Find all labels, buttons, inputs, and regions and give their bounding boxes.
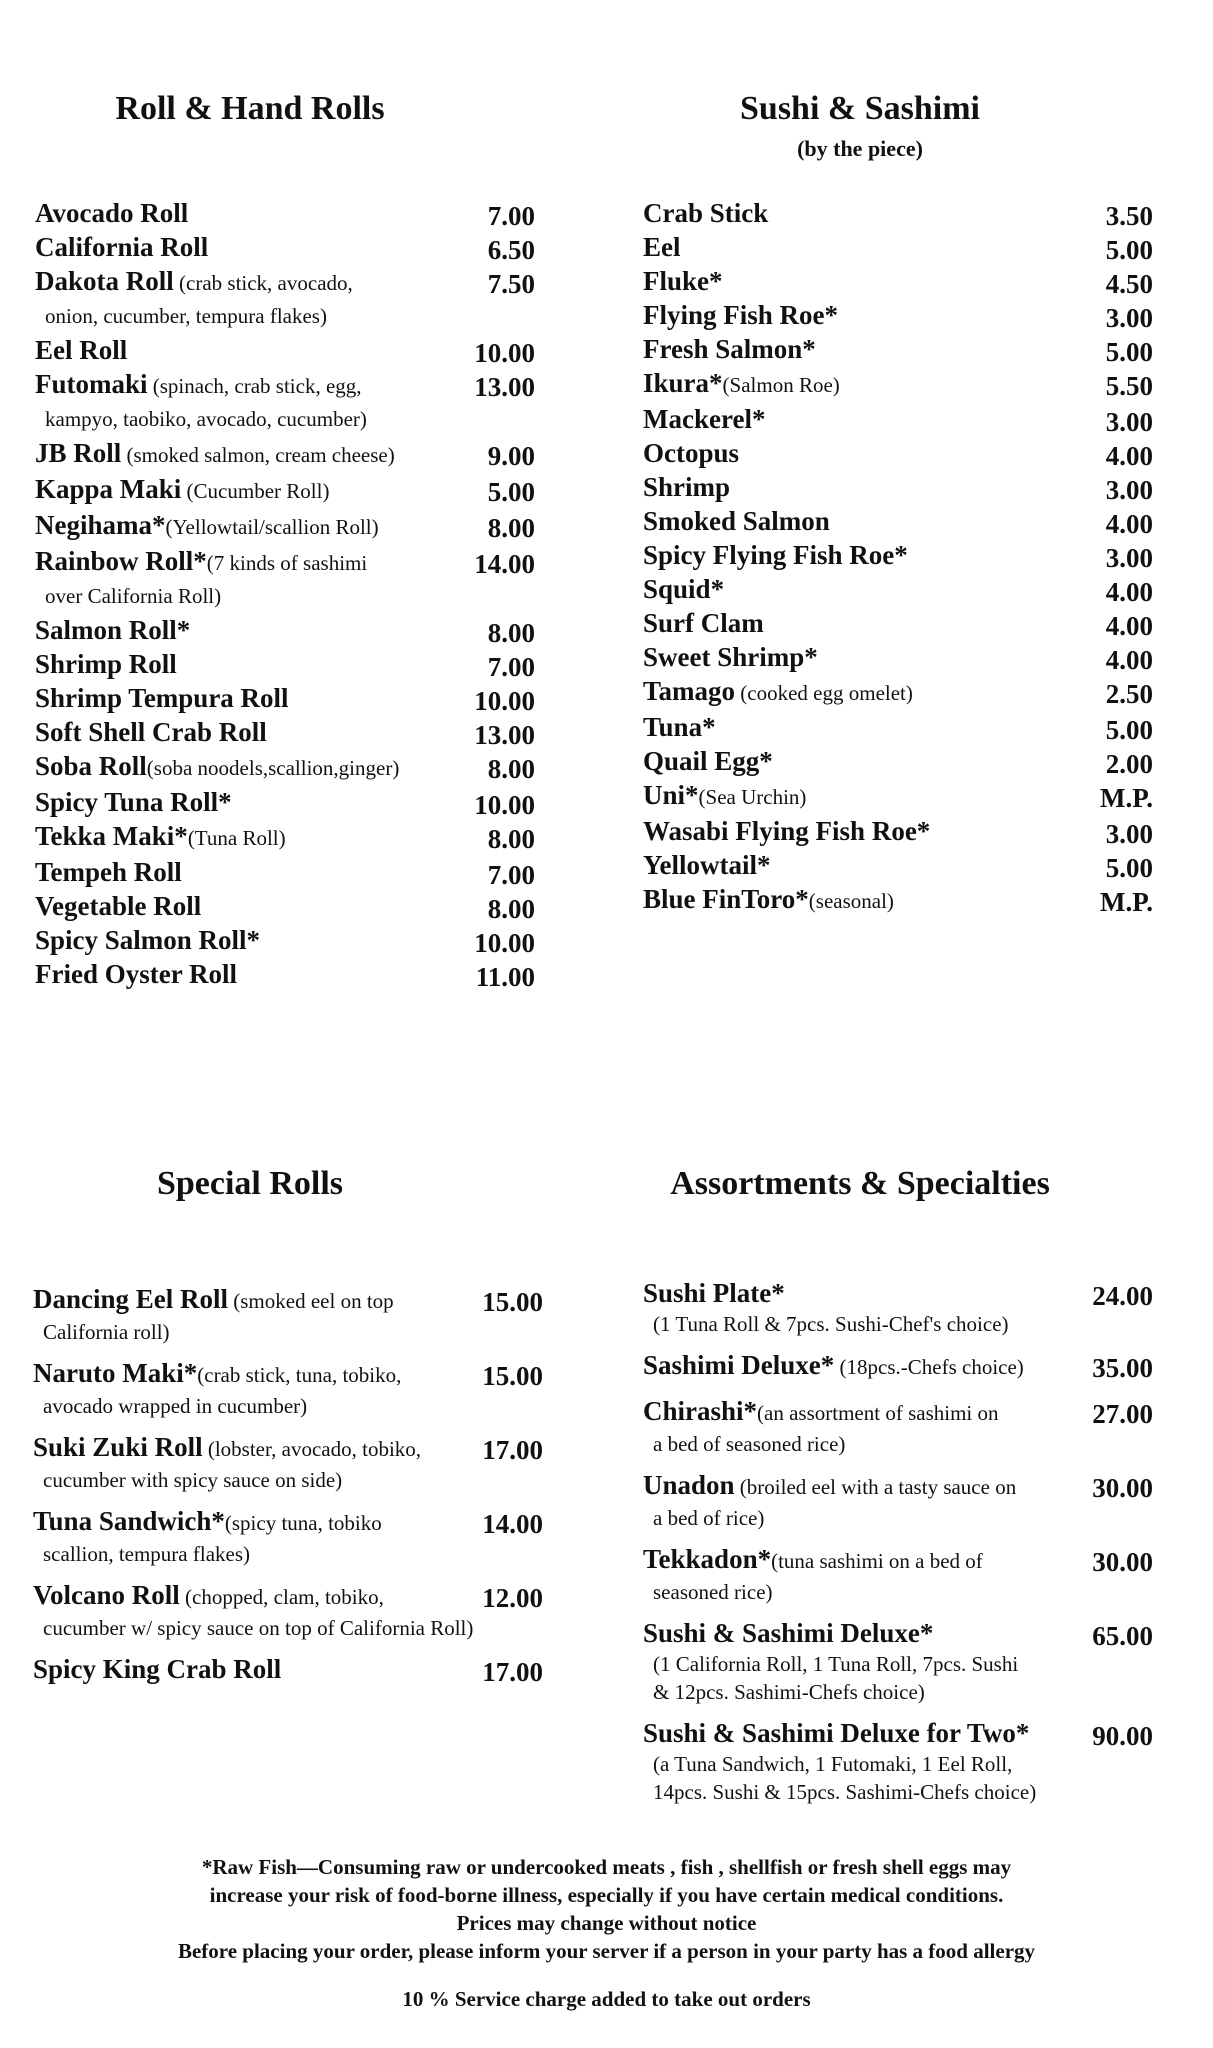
item-price: 5.50 xyxy=(1105,371,1153,401)
menu-item xyxy=(35,923,535,957)
item-price: 3.00 xyxy=(1105,819,1153,849)
item-price: 4.50 xyxy=(1105,269,1153,299)
item-name: Sushi & Sashimi Deluxe for Two* xyxy=(643,1718,1030,1748)
item-note: (an assortment of sashimi on xyxy=(757,1401,999,1425)
item-description: seasoned rice) xyxy=(653,1580,773,1604)
menu-item xyxy=(35,472,535,508)
item-price: 4.00 xyxy=(1105,509,1153,539)
menu-item xyxy=(643,1468,1153,1532)
item-name: Surf Clam xyxy=(643,608,764,638)
menu-item xyxy=(35,367,535,436)
menu-item xyxy=(643,1348,1153,1384)
menu-item xyxy=(643,332,1153,366)
item-name: Naruto Maki* xyxy=(33,1358,198,1388)
item-name: Unadon xyxy=(643,1470,735,1500)
item-price: 4.00 xyxy=(1105,577,1153,607)
item-name: Shrimp xyxy=(643,472,731,502)
menu-item xyxy=(643,504,1153,538)
item-price: 65.00 xyxy=(1092,1621,1153,1651)
item-name: Spicy King Crab Roll xyxy=(33,1654,282,1684)
item-description: (a Tuna Sandwich, 1 Futomaki, 1 Eel Roll, xyxy=(653,1752,1013,1776)
item-price: 14.00 xyxy=(474,549,535,579)
menu-item xyxy=(35,889,535,923)
item-price: 3.50 xyxy=(1105,201,1153,231)
item-name: Fluke* xyxy=(643,266,723,296)
menu-item xyxy=(643,674,1153,710)
item-note: (lobster, avocado, tobiko, xyxy=(202,1437,422,1461)
item-price: 6.50 xyxy=(487,235,535,265)
menu-item xyxy=(35,785,535,819)
item-price: 15.00 xyxy=(482,1361,543,1391)
menu-item xyxy=(33,1356,543,1420)
item-name: Spicy Flying Fish Roe* xyxy=(643,540,908,570)
menu-item xyxy=(643,1616,1153,1706)
item-description: avocado wrapped in cucumber) xyxy=(43,1394,308,1418)
menu-item xyxy=(35,613,535,647)
item-name: Mackerel* xyxy=(643,404,766,434)
item-name: Dancing Eel Roll xyxy=(33,1284,229,1314)
roll-hand-rolls-list xyxy=(35,196,535,991)
item-name: Octopus xyxy=(643,438,740,468)
menu-item xyxy=(643,1394,1153,1458)
item-description: (1 California Roll, 1 Tuna Roll, 7pcs. Sushi xyxy=(653,1652,1019,1676)
menu-item xyxy=(35,957,535,991)
menu-item xyxy=(33,1504,543,1568)
assortments-title: Assortments & Specialties xyxy=(670,1165,1050,1202)
item-price: 90.00 xyxy=(1092,1721,1153,1751)
menu-item xyxy=(35,264,535,333)
item-name: Fresh Salmon* xyxy=(643,334,816,364)
item-note: (tuna sashimi on a bed of xyxy=(771,1549,983,1573)
item-name: Squid* xyxy=(643,574,725,604)
menu-item xyxy=(643,778,1153,814)
item-note: (7 kinds of sashimi xyxy=(206,551,368,575)
menu-item xyxy=(35,333,535,367)
item-name: Negihama* xyxy=(35,510,166,540)
item-price: 13.00 xyxy=(474,720,535,750)
item-note: (smoked salmon, cream cheese) xyxy=(121,443,395,467)
item-price: 10.00 xyxy=(474,790,535,820)
item-price: 4.00 xyxy=(1105,441,1153,471)
menu-item xyxy=(643,1276,1153,1338)
menu-item xyxy=(643,230,1153,264)
menu-item xyxy=(643,470,1153,504)
item-price: 7.00 xyxy=(487,860,535,890)
item-price: 7.00 xyxy=(487,652,535,682)
item-note: (chopped, clam, tobiko, xyxy=(179,1585,384,1609)
menu-item xyxy=(643,572,1153,606)
menu-item xyxy=(35,647,535,681)
menu-item xyxy=(35,544,535,613)
item-price: 5.00 xyxy=(1105,853,1153,883)
item-name: Tamago xyxy=(643,676,736,706)
sushi-sashimi-list xyxy=(643,196,1153,918)
item-description: cucumber with spicy sauce on side) xyxy=(43,1468,343,1492)
roll-hand-rolls-title: Roll & Hand Rolls xyxy=(115,90,385,127)
menu-item xyxy=(643,1542,1153,1606)
item-name: Dakota Roll xyxy=(35,266,174,296)
menu-item xyxy=(35,855,535,889)
item-name: Avocado Roll xyxy=(35,198,189,228)
item-name: Shrimp Roll xyxy=(35,649,177,679)
item-note: (soba noodels,scallion,ginger) xyxy=(146,756,400,780)
item-name: Tuna* xyxy=(643,712,716,742)
item-name: Soba Roll xyxy=(35,751,147,781)
item-name: Spicy Salmon Roll* xyxy=(35,925,261,955)
item-description: 14pcs. Sushi & 15pcs. Sashimi-Chefs choice) xyxy=(653,1780,1037,1804)
item-price: 5.00 xyxy=(1105,235,1153,265)
item-name: JB Roll xyxy=(35,438,122,468)
item-description: onion, cucumber, tempura flakes) xyxy=(45,304,327,328)
item-price: 4.00 xyxy=(1105,645,1153,675)
item-price: 15.00 xyxy=(482,1287,543,1317)
item-note: (Salmon Roe) xyxy=(722,373,840,397)
item-price: 30.00 xyxy=(1092,1473,1153,1503)
item-name: Salmon Roll* xyxy=(35,615,191,645)
item-name: Spicy Tuna Roll* xyxy=(35,787,232,817)
item-name: Vegetable Roll xyxy=(35,891,202,921)
item-description: scallion, tempura flakes) xyxy=(43,1542,251,1566)
item-price: 7.00 xyxy=(487,201,535,231)
item-description: & 12pcs. Sashimi-Chefs choice) xyxy=(653,1680,925,1704)
item-name: Sushi Plate* xyxy=(643,1278,785,1308)
item-note: (18pcs.-Chefs choice) xyxy=(834,1355,1024,1379)
footer-allergy-note: Before placing your order, please inform your server if a person in your party has a food allergy xyxy=(177,1939,1036,1963)
item-name: Soft Shell Crab Roll xyxy=(35,717,267,747)
menu-item xyxy=(35,230,535,264)
item-note: (Cucumber Roll) xyxy=(181,479,330,503)
item-price: 5.00 xyxy=(1105,337,1153,367)
item-name: Futomaki xyxy=(35,369,148,399)
item-name: Flying Fish Roe* xyxy=(643,300,839,330)
item-price: 13.00 xyxy=(474,372,535,402)
menu-item xyxy=(643,538,1153,572)
special-rolls-list xyxy=(33,1282,543,1696)
menu-item xyxy=(643,436,1153,470)
item-price: 3.00 xyxy=(1105,407,1153,437)
item-price: 35.00 xyxy=(1092,1353,1153,1383)
menu-item xyxy=(33,1430,543,1494)
item-name: Suki Zuki Roll xyxy=(33,1432,203,1462)
item-name: Smoked Salmon xyxy=(643,506,830,536)
item-note: (seasonal) xyxy=(808,889,894,913)
menu-item xyxy=(643,366,1153,402)
item-price: 11.00 xyxy=(475,962,535,992)
item-note: (Sea Urchin) xyxy=(698,785,807,809)
item-name: Tempeh Roll xyxy=(35,857,182,887)
item-price: 30.00 xyxy=(1092,1547,1153,1577)
item-price: 3.00 xyxy=(1105,543,1153,573)
item-price: 3.00 xyxy=(1105,303,1153,333)
item-note: (cooked egg omelet) xyxy=(735,681,913,705)
special-rolls-title: Special Rolls xyxy=(156,1165,344,1202)
item-price: 17.00 xyxy=(482,1435,543,1465)
menu-item xyxy=(643,264,1153,298)
item-name: Shrimp Tempura Roll xyxy=(35,683,289,713)
menu-item xyxy=(35,749,535,785)
item-price: 2.50 xyxy=(1105,679,1153,709)
assortments-list xyxy=(643,1276,1153,1816)
item-price: 7.50 xyxy=(487,269,535,299)
item-note: (broiled eel with a tasty sauce on xyxy=(734,1475,1017,1499)
menu-item xyxy=(33,1652,543,1686)
item-price: 12.00 xyxy=(482,1583,543,1613)
item-name: Fried Oyster Roll xyxy=(35,959,237,989)
item-name: Quail Egg* xyxy=(643,746,773,776)
item-note: (smoked eel on top xyxy=(228,1289,394,1313)
item-note: (spicy tuna, tobiko xyxy=(224,1511,382,1535)
item-price: 27.00 xyxy=(1092,1399,1153,1429)
menu-item xyxy=(643,744,1153,778)
item-name: Blue FinToro* xyxy=(643,884,809,914)
menu-item xyxy=(35,508,535,544)
item-price: 8.00 xyxy=(487,824,535,854)
menu-item xyxy=(643,196,1153,230)
item-name: Rainbow Roll* xyxy=(35,546,207,576)
item-name: Wasabi Flying Fish Roe* xyxy=(643,816,931,846)
item-price: 3.00 xyxy=(1105,475,1153,505)
footer-illness-note: increase your risk of food-borne illness, especially if you have certain medical conditions. xyxy=(209,1883,1004,1907)
item-name: Sweet Shrimp* xyxy=(643,642,818,672)
item-description: cucumber w/ spicy sauce on top of California Roll) xyxy=(43,1616,474,1640)
item-description: a bed of seasoned rice) xyxy=(653,1432,846,1456)
item-note: (crab stick, tuna, tobiko, xyxy=(197,1363,402,1387)
item-name: Crab Stick xyxy=(643,198,769,228)
menu-item xyxy=(643,298,1153,332)
menu-item xyxy=(33,1578,543,1642)
menu-item xyxy=(35,681,535,715)
item-price: 8.00 xyxy=(487,513,535,543)
sushi-sashimi-title: Sushi & Sashimi xyxy=(740,90,980,127)
item-name: Eel xyxy=(643,232,681,262)
menu-item xyxy=(643,814,1153,848)
item-name: Tekka Maki* xyxy=(35,821,188,851)
footer-raw-fish-warning: *Raw Fish—Consuming raw or undercooked meats , fish , shellfish or fresh shell eggs may xyxy=(201,1855,1012,1879)
menu-item xyxy=(643,640,1153,674)
menu-item xyxy=(643,882,1153,918)
item-name: Sushi & Sashimi Deluxe* xyxy=(643,1618,934,1648)
item-price: 9.00 xyxy=(487,441,535,471)
item-note: (spinach, crab stick, egg, xyxy=(147,374,362,398)
item-price: 4.00 xyxy=(1105,611,1153,641)
item-description: California roll) xyxy=(43,1320,170,1344)
menu-item xyxy=(643,848,1153,882)
menu-item xyxy=(643,710,1153,744)
item-price: 10.00 xyxy=(474,338,535,368)
item-name: Uni* xyxy=(643,780,699,810)
item-price: 24.00 xyxy=(1092,1281,1153,1311)
item-name: Ikura* xyxy=(643,368,723,398)
sushi-sashimi-subtitle: (by the piece) xyxy=(797,136,923,161)
item-note: (Tuna Roll) xyxy=(187,826,286,850)
menu-item xyxy=(35,715,535,749)
item-name: Sashimi Deluxe* xyxy=(643,1350,835,1380)
footer-prices-note: Prices may change without notice xyxy=(456,1911,757,1935)
menu-item xyxy=(643,402,1153,436)
item-price: 10.00 xyxy=(474,928,535,958)
menu-item xyxy=(35,436,535,472)
item-price: 5.00 xyxy=(487,477,535,507)
item-description: kampyo, taobiko, avocado, cucumber) xyxy=(45,407,367,431)
footer-service-charge: 10 % Service charge added to take out orders xyxy=(402,1987,811,2011)
item-price: 8.00 xyxy=(487,754,535,784)
item-price: M.P. xyxy=(1100,783,1153,813)
item-price: 17.00 xyxy=(482,1657,543,1687)
item-name: Yellowtail* xyxy=(643,850,771,880)
item-price: 8.00 xyxy=(487,618,535,648)
item-name: Kappa Maki xyxy=(35,474,182,504)
item-name: Tekkadon* xyxy=(643,1544,772,1574)
item-name: Chirashi* xyxy=(643,1396,758,1426)
item-description: over California Roll) xyxy=(45,584,222,608)
menu-item xyxy=(35,196,535,230)
item-description: a bed of rice) xyxy=(653,1506,765,1530)
item-note: (Yellowtail/scallion Roll) xyxy=(165,515,379,539)
item-price: M.P. xyxy=(1100,887,1153,917)
item-name: Eel Roll xyxy=(35,335,128,365)
menu-item xyxy=(643,1716,1153,1806)
item-price: 5.00 xyxy=(1105,715,1153,745)
menu-item xyxy=(643,606,1153,640)
item-note: (crab stick, avocado, xyxy=(173,271,353,295)
item-name: California Roll xyxy=(35,232,209,262)
menu-item xyxy=(33,1282,543,1346)
item-price: 2.00 xyxy=(1105,749,1153,779)
menu-item xyxy=(35,819,535,855)
item-name: Volcano Roll xyxy=(33,1580,180,1610)
item-description: (1 Tuna Roll & 7pcs. Sushi-Chef's choice) xyxy=(653,1312,1009,1336)
item-price: 14.00 xyxy=(482,1509,543,1539)
item-price: 8.00 xyxy=(487,894,535,924)
item-price: 10.00 xyxy=(474,686,535,716)
item-name: Tuna Sandwich* xyxy=(33,1506,225,1536)
